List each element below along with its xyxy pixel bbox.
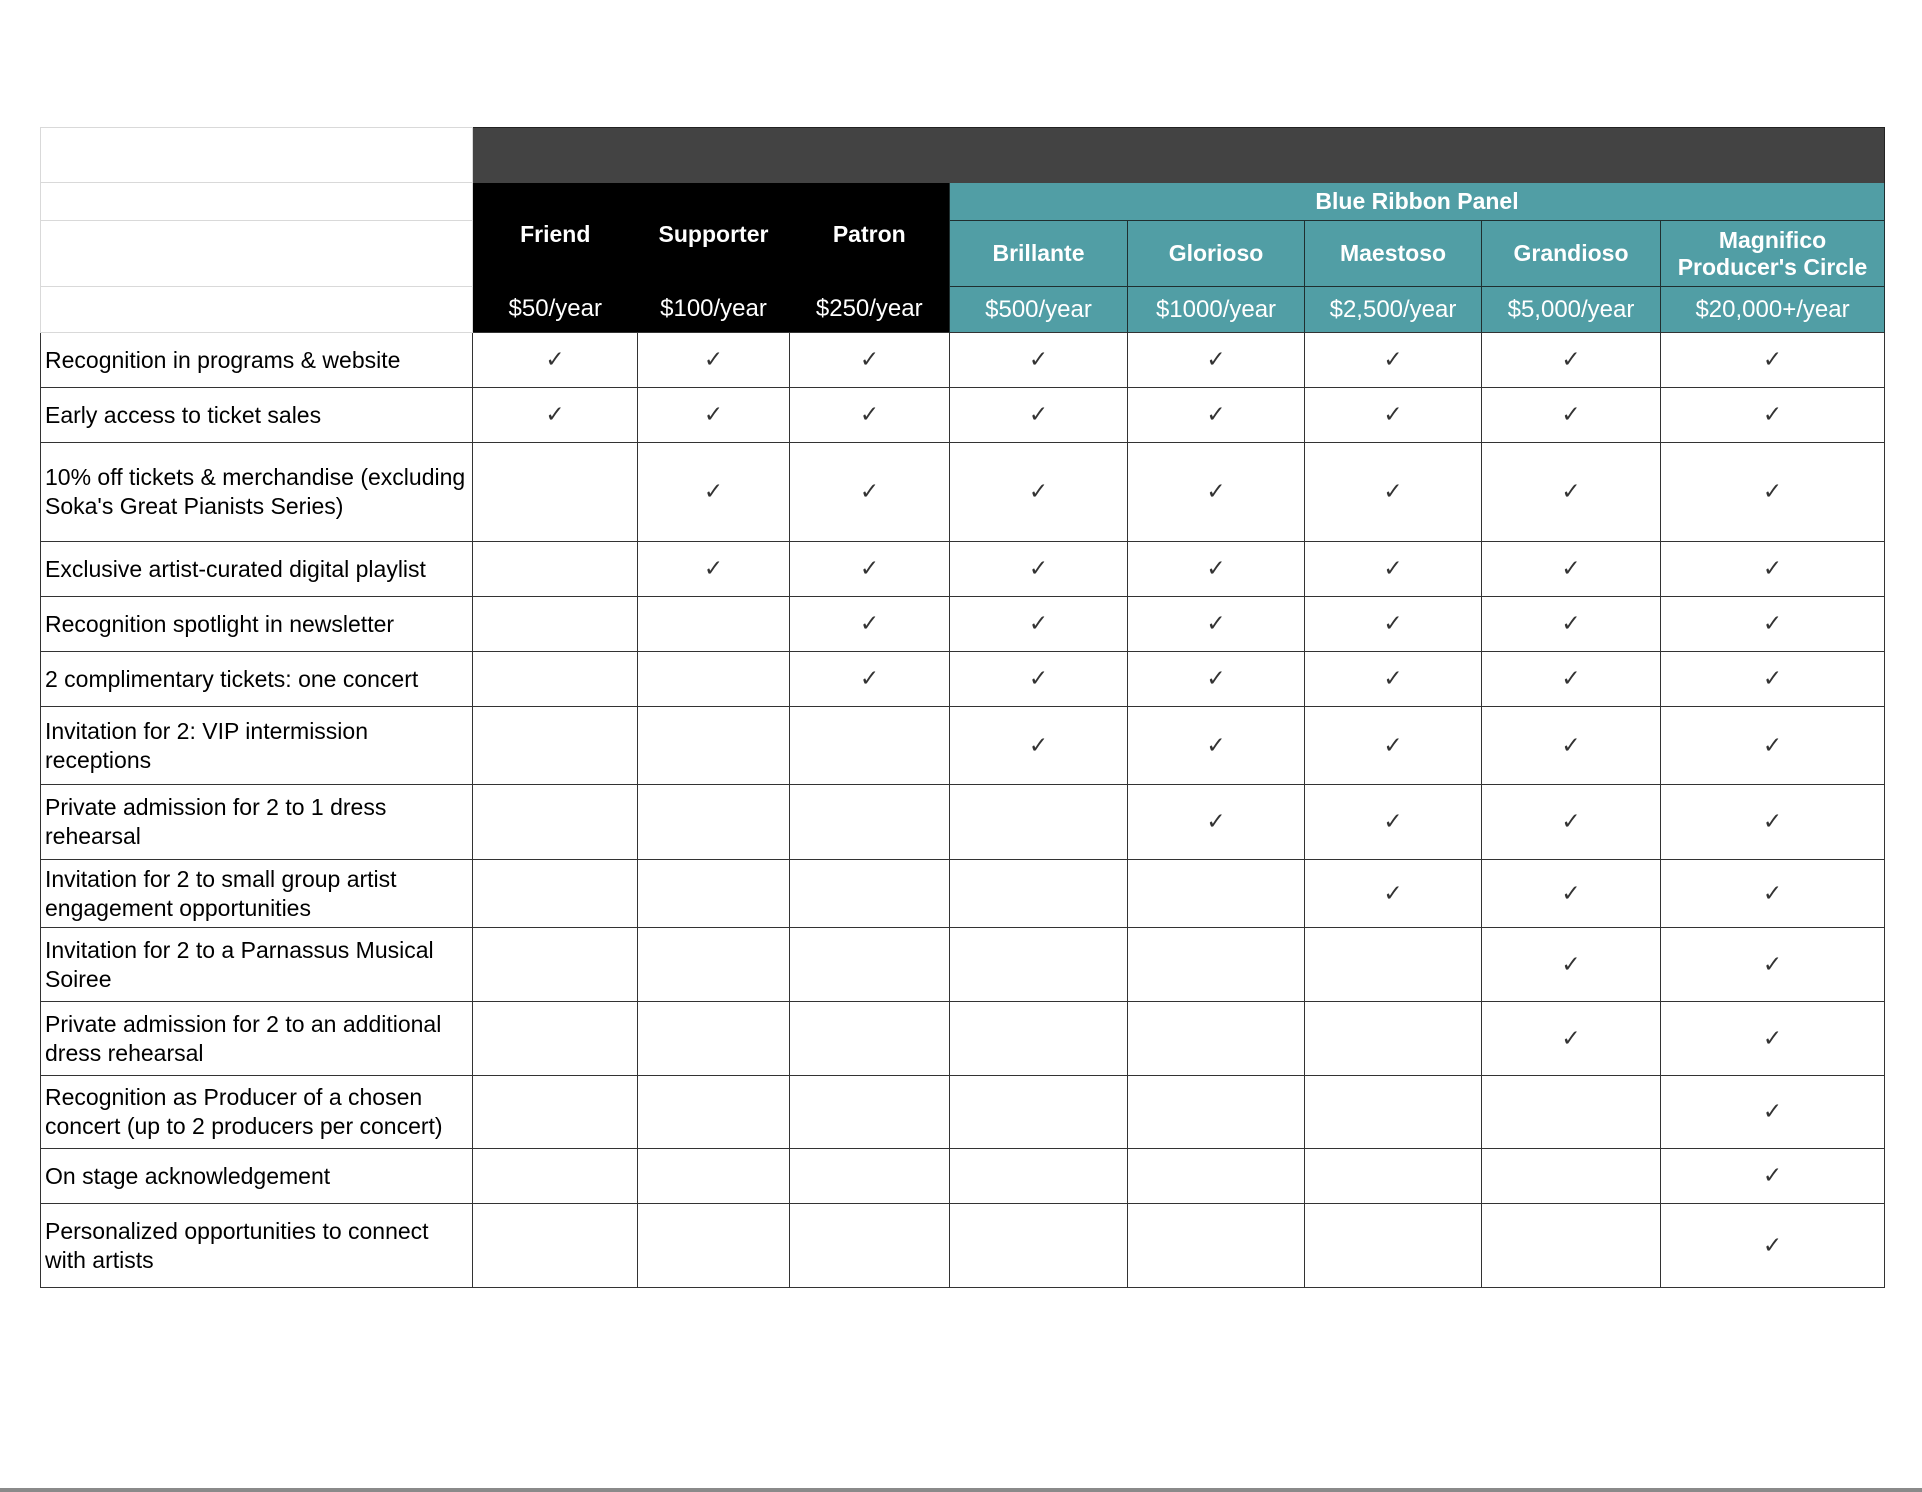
benefit-cell <box>1128 1204 1305 1288</box>
membership-benefits-table <box>40 127 1885 1288</box>
benefit-cell <box>1661 388 1885 443</box>
check-icon: ✓ <box>1383 556 1403 582</box>
benefit-cell <box>790 785 950 860</box>
benefit-cell <box>1128 388 1305 443</box>
tier-price-glorioso: $1000/year <box>1128 287 1305 333</box>
check-icon: ✓ <box>1383 809 1403 835</box>
check-icon: ✓ <box>1762 556 1783 582</box>
check-icon: ✓ <box>1762 1099 1783 1125</box>
benefit-cell <box>638 388 790 443</box>
benefit-cell <box>473 542 638 597</box>
benefit-cell <box>950 860 1128 928</box>
check-icon: ✓ <box>859 479 880 505</box>
benefit-cell <box>790 333 950 388</box>
check-icon: ✓ <box>859 611 880 637</box>
check-icon: ✓ <box>1762 666 1783 692</box>
benefit-label: Invitation for 2 to a Parnassus Musical Soiree <box>41 928 473 1002</box>
tier-name-brillante: Brillante <box>950 221 1128 287</box>
header-blank-cell <box>41 287 473 333</box>
header-row-prices <box>41 287 1885 333</box>
benefit-cell <box>1482 1149 1661 1204</box>
check-icon: ✓ <box>1561 402 1581 428</box>
benefit-cell <box>790 388 950 443</box>
table-row <box>41 388 1885 443</box>
benefit-cell <box>950 443 1128 542</box>
benefit-cell <box>790 443 950 542</box>
check-icon: ✓ <box>1028 556 1049 582</box>
header-row-top <box>41 128 1885 183</box>
table-row <box>41 542 1885 597</box>
header-dark-band <box>473 128 1885 183</box>
benefit-cell <box>638 443 790 542</box>
benefit-cell <box>473 928 638 1002</box>
table-row <box>41 597 1885 652</box>
benefit-cell <box>1128 542 1305 597</box>
benefit-cell <box>1305 707 1482 785</box>
benefit-cell <box>1128 785 1305 860</box>
benefit-cell <box>1305 652 1482 707</box>
benefit-cell <box>1661 1149 1885 1204</box>
benefit-cell <box>473 1204 638 1288</box>
check-icon: ✓ <box>1383 732 1403 759</box>
benefit-cell <box>638 860 790 928</box>
table-row <box>41 1076 1885 1149</box>
check-icon: ✓ <box>1561 1025 1581 1052</box>
benefit-label: Personalized opportunities to connect with artists <box>41 1204 473 1288</box>
check-icon: ✓ <box>1206 666 1226 692</box>
check-icon: ✓ <box>545 402 565 428</box>
check-icon: ✓ <box>1383 666 1403 692</box>
benefit-cell <box>1128 652 1305 707</box>
check-icon: ✓ <box>1762 1025 1783 1052</box>
table-row <box>41 652 1885 707</box>
benefit-cell <box>1482 1076 1661 1149</box>
check-icon: ✓ <box>703 479 724 505</box>
check-icon: ✓ <box>1561 479 1581 505</box>
benefit-cell <box>638 1076 790 1149</box>
benefit-cell <box>950 542 1128 597</box>
benefit-label: 2 complimentary tickets: one concert <box>41 652 473 707</box>
benefit-cell <box>473 443 638 542</box>
tier-name-magnifico: Magnifico Producer's Circle <box>1661 221 1885 287</box>
check-icon: ✓ <box>1561 666 1581 692</box>
benefit-cell <box>1661 333 1885 388</box>
benefit-cell <box>473 652 638 707</box>
benefit-cell <box>790 1002 950 1076</box>
benefit-cell <box>638 333 790 388</box>
benefit-cell <box>1128 333 1305 388</box>
benefit-cell <box>1661 443 1885 542</box>
check-icon: ✓ <box>1762 1232 1783 1259</box>
benefit-cell <box>790 1204 950 1288</box>
benefit-cell <box>1661 860 1885 928</box>
tier-price-friend: $50/year <box>473 287 638 333</box>
benefit-cell <box>473 785 638 860</box>
benefit-cell <box>950 388 1128 443</box>
benefit-cell <box>1661 597 1885 652</box>
benefit-cell <box>1128 1149 1305 1204</box>
benefit-cell <box>473 333 638 388</box>
benefit-cell <box>1661 1002 1885 1076</box>
benefit-cell <box>638 928 790 1002</box>
benefit-cell <box>1305 1002 1482 1076</box>
benefit-cell <box>1482 707 1661 785</box>
benefit-cell <box>790 652 950 707</box>
check-icon: ✓ <box>1206 809 1226 835</box>
tier-name-supporter: Supporter <box>638 183 790 287</box>
tier-price-brillante: $500/year <box>950 287 1128 333</box>
benefit-cell <box>473 597 638 652</box>
check-icon: ✓ <box>1561 732 1581 759</box>
table-header <box>41 128 1885 333</box>
tier-name-grandioso: Grandioso <box>1482 221 1661 287</box>
check-icon: ✓ <box>1762 347 1783 373</box>
benefit-cell <box>1661 928 1885 1002</box>
benefit-cell <box>1661 652 1885 707</box>
check-icon: ✓ <box>1561 880 1581 907</box>
check-icon: ✓ <box>1561 611 1581 637</box>
benefit-cell <box>1482 928 1661 1002</box>
check-icon: ✓ <box>1762 951 1783 978</box>
check-icon: ✓ <box>545 347 565 373</box>
benefit-label: 10% off tickets & merchandise (excluding Soka's Great Pianists Series) <box>41 443 473 542</box>
benefit-cell <box>1661 1204 1885 1288</box>
benefit-label: On stage acknowledgement <box>41 1149 473 1204</box>
benefit-label: Exclusive artist-curated digital playlist <box>41 542 473 597</box>
benefit-cell <box>1482 1002 1661 1076</box>
check-icon: ✓ <box>1028 347 1049 373</box>
benefit-label: Private admission for 2 to 1 dress rehearsal <box>41 785 473 860</box>
benefit-cell <box>1305 785 1482 860</box>
benefit-cell <box>1305 443 1482 542</box>
benefit-cell <box>1128 1002 1305 1076</box>
benefit-cell <box>1482 333 1661 388</box>
tier-price-maestoso: $2,500/year <box>1305 287 1482 333</box>
header-row-panel <box>41 183 1885 221</box>
table-row <box>41 707 1885 785</box>
check-icon: ✓ <box>1383 880 1403 907</box>
benefit-cell <box>473 1149 638 1204</box>
check-icon: ✓ <box>1206 347 1226 373</box>
tier-price-patron: $250/year <box>790 287 950 333</box>
benefit-cell <box>950 597 1128 652</box>
table-row <box>41 1204 1885 1288</box>
benefit-cell <box>1128 860 1305 928</box>
tier-name-maestoso: Maestoso <box>1305 221 1482 287</box>
benefit-cell <box>473 707 638 785</box>
benefit-cell <box>473 1076 638 1149</box>
tier-price-magnifico: $20,000+/year <box>1661 287 1885 333</box>
check-icon: ✓ <box>1383 347 1403 373</box>
header-blank-cell <box>41 183 473 221</box>
check-icon: ✓ <box>1762 880 1783 907</box>
tier-name-glorioso: Glorioso <box>1128 221 1305 287</box>
benefit-cell <box>638 1002 790 1076</box>
benefit-label: Invitation for 2 to small group artist engagement opportunities <box>41 860 473 928</box>
benefit-cell <box>1128 443 1305 542</box>
table-row <box>41 928 1885 1002</box>
tier-name-friend: Friend <box>473 183 638 287</box>
check-icon: ✓ <box>703 402 724 428</box>
benefit-cell <box>1482 597 1661 652</box>
benefit-cell <box>950 1076 1128 1149</box>
benefits-body <box>41 333 1885 1288</box>
benefit-cell <box>473 1002 638 1076</box>
benefit-cell <box>950 1002 1128 1076</box>
benefit-cell <box>790 860 950 928</box>
benefit-cell <box>638 785 790 860</box>
benefit-cell <box>950 707 1128 785</box>
benefit-cell <box>1661 542 1885 597</box>
benefit-cell <box>1305 860 1482 928</box>
check-icon: ✓ <box>1028 479 1049 505</box>
benefit-label: Recognition spotlight in newsletter <box>41 597 473 652</box>
benefit-cell <box>638 597 790 652</box>
benefit-cell <box>1482 652 1661 707</box>
benefit-cell <box>950 1149 1128 1204</box>
benefit-cell <box>790 928 950 1002</box>
membership-benefits-table-wrapper <box>40 127 1884 1288</box>
check-icon: ✓ <box>859 666 880 692</box>
table-row <box>41 443 1885 542</box>
benefit-cell <box>1128 928 1305 1002</box>
benefit-cell <box>1305 1204 1482 1288</box>
benefit-label: Private admission for 2 to an additional dress rehearsal <box>41 1002 473 1076</box>
table-row <box>41 860 1885 928</box>
blue-ribbon-panel-label: Blue Ribbon Panel <box>950 183 1885 221</box>
benefit-cell <box>950 785 1128 860</box>
benefit-cell <box>790 542 950 597</box>
check-icon: ✓ <box>1206 402 1226 428</box>
check-icon: ✓ <box>1206 611 1226 637</box>
check-icon: ✓ <box>1762 479 1783 505</box>
benefit-cell <box>1305 597 1482 652</box>
benefit-cell <box>1482 542 1661 597</box>
benefit-cell <box>1305 1149 1482 1204</box>
check-icon: ✓ <box>859 556 880 582</box>
check-icon: ✓ <box>1028 666 1049 692</box>
check-icon: ✓ <box>1383 611 1403 637</box>
benefit-cell <box>1305 542 1482 597</box>
check-icon: ✓ <box>1561 556 1581 582</box>
tier-price-grandioso: $5,000/year <box>1482 287 1661 333</box>
benefit-cell <box>473 860 638 928</box>
benefit-cell <box>950 1204 1128 1288</box>
check-icon: ✓ <box>859 402 880 428</box>
header-corner-cell <box>41 128 473 183</box>
benefit-cell <box>1305 928 1482 1002</box>
check-icon: ✓ <box>1028 402 1049 428</box>
benefit-cell <box>950 928 1128 1002</box>
benefit-cell <box>1482 785 1661 860</box>
table-row <box>41 333 1885 388</box>
benefit-cell <box>790 1149 950 1204</box>
header-blank-cell <box>41 221 473 287</box>
benefit-label: Invitation for 2: VIP intermission receptions <box>41 707 473 785</box>
benefit-cell <box>1661 785 1885 860</box>
tier-price-supporter: $100/year <box>638 287 790 333</box>
check-icon: ✓ <box>1762 1163 1783 1189</box>
check-icon: ✓ <box>703 347 724 373</box>
table-row <box>41 1149 1885 1204</box>
benefit-cell <box>1661 707 1885 785</box>
check-icon: ✓ <box>1762 611 1783 637</box>
benefit-cell <box>473 388 638 443</box>
benefit-cell <box>638 542 790 597</box>
benefit-cell <box>638 1149 790 1204</box>
benefit-cell <box>1128 707 1305 785</box>
check-icon: ✓ <box>1561 347 1581 373</box>
check-icon: ✓ <box>1206 732 1226 759</box>
check-icon: ✓ <box>1561 809 1581 835</box>
benefit-cell <box>1482 1204 1661 1288</box>
benefit-cell <box>1305 333 1482 388</box>
header-row-tier-names <box>41 221 1885 287</box>
benefit-cell <box>638 1204 790 1288</box>
benefit-cell <box>1128 1076 1305 1149</box>
benefit-cell <box>790 1076 950 1149</box>
page-bottom-rule <box>0 1488 1922 1492</box>
check-icon: ✓ <box>1561 951 1581 978</box>
benefit-label: Recognition in programs & website <box>41 333 473 388</box>
benefit-cell <box>638 652 790 707</box>
benefit-cell <box>950 333 1128 388</box>
check-icon: ✓ <box>1028 732 1049 759</box>
check-icon: ✓ <box>1762 809 1783 835</box>
benefit-cell <box>1305 388 1482 443</box>
benefit-cell <box>1482 443 1661 542</box>
benefit-cell <box>1128 597 1305 652</box>
benefit-cell <box>1305 1076 1482 1149</box>
benefit-cell <box>1482 860 1661 928</box>
check-icon: ✓ <box>859 347 880 373</box>
benefit-cell <box>638 707 790 785</box>
table-row <box>41 1002 1885 1076</box>
check-icon: ✓ <box>1028 611 1049 637</box>
benefit-label: Recognition as Producer of a chosen concert (up to 2 producers per concert) <box>41 1076 473 1149</box>
check-icon: ✓ <box>1383 402 1403 428</box>
benefit-cell <box>790 597 950 652</box>
benefit-cell <box>1482 388 1661 443</box>
benefit-cell <box>1661 1076 1885 1149</box>
check-icon: ✓ <box>1383 479 1403 505</box>
check-icon: ✓ <box>1206 479 1226 505</box>
benefit-cell <box>790 707 950 785</box>
benefit-label: Early access to ticket sales <box>41 388 473 443</box>
check-icon: ✓ <box>703 556 724 582</box>
check-icon: ✓ <box>1762 402 1783 428</box>
benefit-cell <box>950 652 1128 707</box>
check-icon: ✓ <box>1762 732 1783 759</box>
table-row <box>41 785 1885 860</box>
tier-name-patron: Patron <box>790 183 950 287</box>
check-icon: ✓ <box>1206 556 1226 582</box>
